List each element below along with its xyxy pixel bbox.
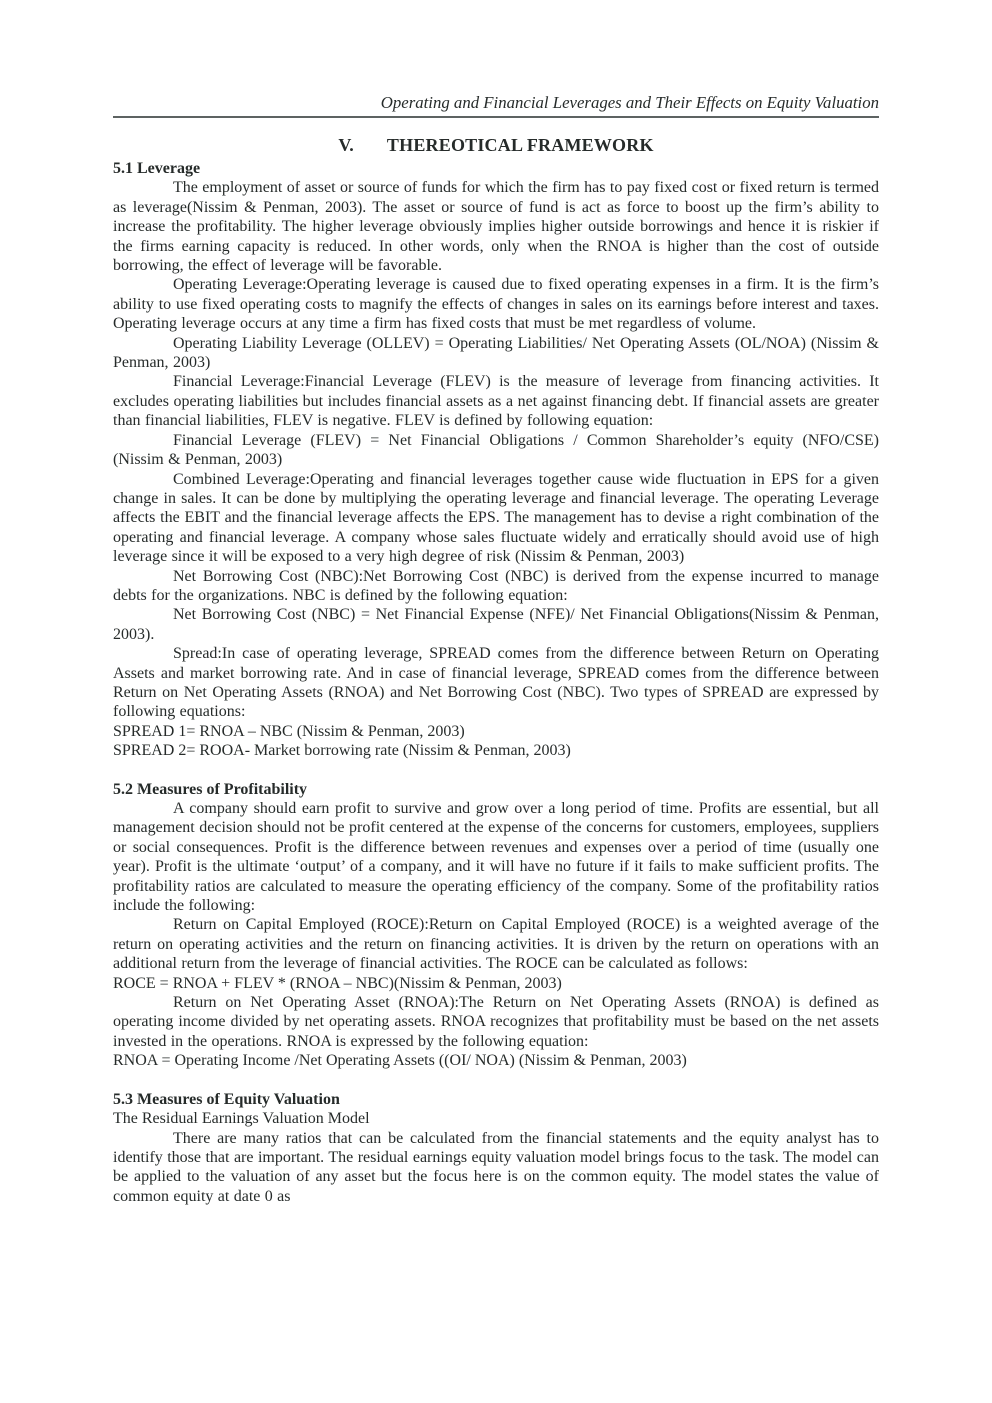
heading-5-2-measures-of-profitability: 5.2 Measures of Profitability [113, 780, 308, 798]
paragraph-nbc-intro: Net Borrowing Cost (NBC):Net Borrowing Cost (NBC) is derived from the expense incurred to manage debts for the organizations. NBC is defined by the following equation: [113, 567, 879, 604]
paragraph-profitability-intro: A company should earn profit to survive and grow over a long period of time. Profits are essential, but all management decision should not be profit centered at the expense of the concerns for customers, employees, suppliers or social consequences. Profit is the difference between revenues and expenses over a period of time (usually one year). Profit is the ultimate ‘output’ of a company, and it will have no future if it fails to make sufficient profits. The profitability ratios are calculated to measure the operating efficiency of the company. Some of the profitability ratios include the following: [113, 800, 879, 915]
paragraph-roce: Return on Capital Employed (ROCE):Return on Capital Employed (ROCE) is a weighted average of the return on operating activities and the return on financing activities. It is driven by the return on operations with an additional return from the leverage of financial activities. The ROCE can be calculated as follows: [113, 916, 879, 973]
paragraph-ollev-equation: Operating Liability Leverage (OLLEV) = Operating Liabilities/ Net Operating Assets (OL/NOA) (Nissim & Penman, 2003) [113, 334, 879, 372]
label-residual-earnings-model: The Residual Earnings Valuation Model [113, 1110, 370, 1128]
equation-spread-1: SPREAD 1= RNOA – NBC (Nissim & Penman, 2003) [113, 722, 465, 740]
equation-spread-2: SPREAD 2= ROOA- Market borrowing rate (Nissim & Penman, 2003) [113, 742, 571, 760]
section-number: V. [338, 135, 354, 155]
equation-rnoa: RNOA = Operating Income /Net Operating Assets ((OI/ NOA) (Nissim & Penman, 2003) [113, 1052, 687, 1070]
page-content [113, 0, 879, 1206]
paragraph-spread: Spread:In case of operating leverage, SPREAD comes from the difference between Return on Operating Assets and market borrowing rate. And in case of financial leverage, SPREAD comes from the difference between Return on Net Operating Assets (RNOA) and Net Borrowing Cost (NBC). Two types of SPREAD are expressed by following equations: [113, 645, 879, 721]
running-header: Operating and Financial Leverages and Their Effects on Equity Valuation [113, 0, 879, 118]
section-title [113, 134, 879, 156]
equation-roce: ROCE = RNOA + FLEV * (RNOA – NBC)(Nissim & Penman, 2003) [113, 974, 562, 992]
paragraph-flev-equation: Financial Leverage (FLEV) = Net Financial Obligations / Common Shareholder’s equity (NFO/CSE) (Nissim & Penman, 2003) [113, 431, 879, 469]
paragraph-equity-valuation-intro: There are many ratios that can be calculated from the financial statements and the equity analyst has to identify those that are important. The residual earnings equity valuation model brings focus to the task. The model can be applied to the valuation of any asset but the focus here is on the common equity. The model states the value of common equity at date 0 as [113, 1129, 879, 1205]
paragraph-combined-leverage: Combined Leverage:Operating and financial leverages together cause wide fluctuation in EPS for a given change in sales. It can be done by multiplying the operating leverage and financial leverage. The operating Leverage affects the EBIT and the financial leverage affects the EPS. The management has to devise a right combination of the operating and financial leverage. A company whose sales fluctuate widely and erratically should avoid use of high leverage since it will be exposed to a very high degree of risk (Nissim & Penman, 2003) [113, 470, 879, 566]
paragraph-operating-leverage: Operating Leverage:Operating leverage is caused due to fixed operating expenses in a firm. It is the firm’s ability to use fixed operating costs to magnify the effects of changes in sales on its earnings before interest and taxes. Operating leverage occurs at any time a firm has fixed costs that must be met regardless of volume. [113, 276, 879, 333]
paragraph-nbc-equation: Net Borrowing Cost (NBC) = Net Financial Expense (NFE)/ Net Financial Obligations(Nissim & Penman, 2003). [113, 606, 879, 643]
paragraph-financial-leverage: Financial Leverage:Financial Leverage (FLEV) is the measure of leverage from financing activities. It excludes operating liabilities but includes financial assets as a net against financing debt. If financial assets are greater than financial liabilities, FLEV is negative. FLEV is defined by following equation: [113, 373, 879, 430]
paragraph-leverage-intro: The employment of asset or source of funds for which the firm has to pay fixed cost or fixed return is termed as leverage(Nissim & Penman, 2003). The asset or source of fund is act as force to boost up the firm’s ability to increase the profitability. The higher leverage obviously implies higher outside borrowings and hence it is riskier if the firms earning capacity is reduced. In other words, only when the RNOA is higher than the cost of outside borrowing, the effect of leverage will be favorable. [113, 179, 879, 275]
section-title-text: THEREOTICAL FRAMEWORK [386, 135, 654, 155]
heading-5-1-leverage: 5.1 Leverage [113, 160, 201, 177]
paragraph-rnoa: Return on Net Operating Asset (RNOA):The Return on Net Operating Assets (RNOA) is defined as operating income divided by net operating assets. RNOA recognizes that profitability must be based on the net assets invested in the operations. RNOA is expressed by the following equation: [113, 994, 879, 1050]
heading-5-3-measures-of-equity-valuation: 5.3 Measures of Equity Valuation [113, 1090, 340, 1108]
